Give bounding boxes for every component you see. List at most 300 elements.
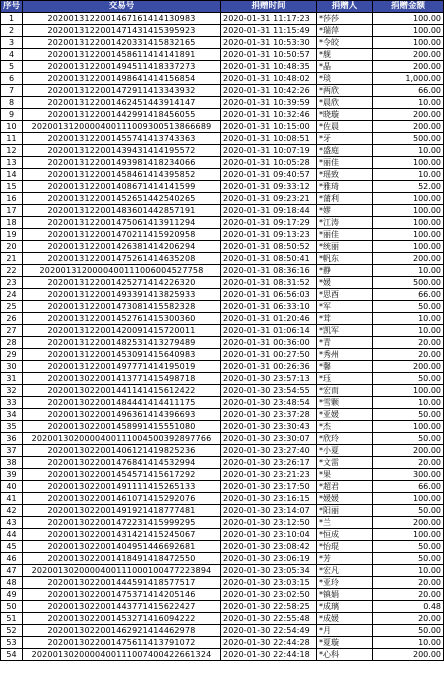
row-transaction-id: 2020013022001484441414411175 [23,397,221,409]
row-amount: 0.48 [373,601,444,613]
row-amount: 50.00 [373,625,444,637]
row-donation-time: 2020-01-31 00:27:50 [221,349,317,361]
row-donation-time: 2020-01-31 11:15:49 [221,25,317,37]
row-donation-time: 2020-01-31 06:56:03 [221,289,317,301]
row-donation-time: 2020-01-30 23:10:04 [221,529,317,541]
row-seq: 7 [1,85,23,97]
row-amount: 10.00 [373,97,444,109]
row-donor: *镇娟 [317,589,373,601]
row-donor: *江涛 [317,217,373,229]
row-seq: 25 [1,301,23,313]
row-transaction-id: 2020013022001461071415292076 [23,493,221,505]
row-donor: *夏璇 [317,637,373,649]
table-row [1,37,444,49]
row-seq: 10 [1,121,23,133]
row-amount: 20.00 [373,589,444,601]
row-donation-time: 2020-01-30 23:05:34 [221,565,317,577]
row-donor: *怡琨 [317,541,373,553]
row-donation-time: 2020-01-31 10:42:26 [221,85,317,97]
row-donor: *兰 [317,517,373,529]
row-donation-time: 2020-01-31 08:31:52 [221,277,317,289]
row-amount: 10.00 [373,169,444,181]
row-donation-time: 2020-01-31 09:40:57 [221,169,317,181]
table-row [1,637,444,649]
row-seq: 28 [1,337,23,349]
row-donation-time: 2020-01-30 23:26:17 [221,457,317,469]
row-amount: 50.00 [373,409,444,421]
row-transaction-id: 2020013122001420091415720011 [23,325,221,337]
table-row [1,481,444,493]
row-seq: 35 [1,421,23,433]
row-amount: 100.00 [373,229,444,241]
row-transaction-id: 2020013122001452761415300360 [23,313,221,325]
row-transaction-id: 2020013122001442991418456055 [23,109,221,121]
row-amount: 200.00 [373,61,444,73]
row-donation-time: 2020-01-31 10:15:00 [221,121,317,133]
row-donation-time: 2020-01-31 10:07:19 [221,145,317,157]
row-transaction-id: 2020013022001404951446692681 [23,541,221,553]
row-seq: 9 [1,109,23,121]
row-donor: *宏而 [317,385,373,397]
table-row [1,445,444,457]
row-donor: *令皎 [317,37,373,49]
row-donation-time: 2020-01-30 23:14:07 [221,505,317,517]
row-donor: *亚玲 [317,577,373,589]
row-transaction-id: 2020013022001453271416094222 [23,613,221,625]
table-row [1,409,444,421]
row-seq: 5 [1,61,23,73]
row-transaction-id: 2020013122001458461414395852 [23,169,221,181]
row-seq: 45 [1,541,23,553]
table-row [1,169,444,181]
header-transaction-id: 交易号 [23,1,221,13]
row-donor: *媛媛 [317,493,373,505]
row-donor: *帆东 [317,253,373,265]
row-seq: 21 [1,253,23,265]
row-donor: *馨 [317,361,373,373]
row-transaction-id: 2020013022001431421415245067 [23,529,221,541]
row-donation-time: 2020-01-31 01:20:46 [221,313,317,325]
row-amount: 20.00 [373,613,444,625]
row-transaction-id: 2020013122001467161414130983 [23,13,221,25]
row-donation-time: 2020-01-31 00:36:00 [221,337,317,349]
row-donor: *晓璇 [317,109,373,121]
table-row [1,493,444,505]
row-seq: 54 [1,649,23,661]
row-seq: 52 [1,625,23,637]
row-transaction-id: 2020013022001491111415265133 [23,481,221,493]
row-donor: *晨欣 [317,97,373,109]
row-donor: *思酉 [317,289,373,301]
row-donation-time: 2020-01-30 23:17:50 [221,481,317,493]
row-amount: 300.00 [373,469,444,481]
row-donor: *杰 [317,421,373,433]
row-transaction-id: 2020013022001443771415622427 [23,601,221,613]
row-donation-time: 2020-01-31 00:26:36 [221,361,317,373]
row-seq: 8 [1,97,23,109]
row-seq: 19 [1,229,23,241]
row-amount: 100.00 [373,205,444,217]
row-donor: *舰 [317,49,373,61]
row-donor: *茸 [317,313,373,325]
row-seq: 27 [1,325,23,337]
table-row [1,97,444,109]
row-donation-time: 2020-01-31 11:17:23 [221,13,317,25]
row-seq: 29 [1,349,23,361]
row-donation-time: 2020-01-31 09:33:12 [221,181,317,193]
row-donation-time: 2020-01-30 22:44:28 [221,637,317,649]
row-transaction-id: 2020013122001497771414195019 [23,361,221,373]
row-transaction-id: 2020013022001441141415612422 [23,385,221,397]
table-row [1,277,444,289]
row-amount: 10.00 [373,325,444,337]
table-row [1,205,444,217]
row-seq: 51 [1,613,23,625]
row-donor: *成璃 [317,601,373,613]
row-transaction-id: 2020013022001413771415498718 [23,373,221,385]
table-row [1,349,444,361]
table-row [1,193,444,205]
table-row [1,517,444,529]
table-row [1,61,444,73]
row-donation-time: 2020-01-31 08:50:41 [221,253,317,265]
row-donor: *青 [317,337,373,349]
row-donation-time: 2020-01-31 09:13:23 [221,229,317,241]
row-transaction-id: 2020013122001493981418234066 [23,157,221,169]
row-seq: 3 [1,37,23,49]
table-row [1,553,444,565]
row-transaction-id: 2020013122001455741413743363 [23,133,221,145]
row-donation-time: 2020-01-30 23:08:42 [221,541,317,553]
row-amount: 200.00 [373,361,444,373]
row-seq: 24 [1,289,23,301]
row-amount: 20.00 [373,337,444,349]
row-donation-time: 2020-01-30 23:06:19 [221,553,317,565]
row-transaction-id: 2020013122001482531413279489 [23,337,221,349]
row-donation-time: 2020-01-31 10:50:57 [221,49,317,61]
table-row [1,457,444,469]
row-seq: 30 [1,361,23,373]
row-transaction-id: 2020013022001418491418472550 [23,553,221,565]
row-seq: 40 [1,481,23,493]
row-donor: *果 [317,469,373,481]
table-row [1,433,444,445]
row-amount: 200.00 [373,517,444,529]
table-body [1,13,444,661]
row-transaction-id: 2020013122001475061413911294 [23,217,221,229]
table-row [1,145,444,157]
table-row [1,85,444,97]
row-donation-time: 2020-01-31 09:18:44 [221,205,317,217]
row-donation-time: 2020-01-30 23:30:07 [221,433,317,445]
row-donor: *统丽 [317,241,373,253]
row-donation-time: 2020-01-31 10:48:35 [221,61,317,73]
row-seq: 37 [1,445,23,457]
table-row [1,421,444,433]
row-transaction-id: 2020013120000400111006004527758 [23,265,221,277]
table-row [1,241,444,253]
row-seq: 2 [1,25,23,37]
row-transaction-id: 2020013122001453091415640983 [23,349,221,361]
row-amount: 1,000.00 [373,73,444,85]
row-donor: *超君 [317,481,373,493]
row-donor: *月 [317,625,373,637]
row-amount: 52.00 [373,181,444,193]
row-donor: *阳丽 [317,505,373,517]
table-row [1,313,444,325]
header-donor: 捐赠人 [317,1,373,13]
row-donation-time: 2020-01-30 23:54:55 [221,385,317,397]
row-seq: 12 [1,145,23,157]
row-transaction-id: 2020013122001439431414195572 [23,145,221,157]
row-seq: 39 [1,469,23,481]
row-amount: 50.00 [373,373,444,385]
table-row [1,625,444,637]
row-amount: 200.00 [373,109,444,121]
row-seq: 38 [1,457,23,469]
row-donor: *蒲利 [317,193,373,205]
table-row [1,73,444,85]
row-seq: 53 [1,637,23,649]
row-amount: 200.00 [373,445,444,457]
table-row [1,505,444,517]
row-donation-time: 2020-01-31 10:08:51 [221,133,317,145]
row-donor: *秀州 [317,349,373,361]
row-seq: 23 [1,277,23,289]
row-transaction-id: 2020013020000400111004500392897766 [23,433,221,445]
row-donor: *媛 [317,277,373,289]
table-row [1,301,444,313]
row-amount: 10.00 [373,265,444,277]
row-transaction-id: 2020013122001462451443914147 [23,97,221,109]
row-amount: 66.00 [373,85,444,97]
row-transaction-id: 2020013022001475371414205146 [23,589,221,601]
row-donation-time: 2020-01-30 23:30:43 [221,421,317,433]
row-amount: 20.00 [373,349,444,361]
header-row [1,1,444,13]
row-amount: 200.00 [373,121,444,133]
row-seq: 36 [1,433,23,445]
table-row [1,469,444,481]
row-seq: 15 [1,181,23,193]
table-row [1,649,444,661]
row-donor: *宏凡 [317,565,373,577]
row-amount: 10.00 [373,565,444,577]
row-donation-time: 2020-01-30 22:44:18 [221,649,317,661]
row-amount: 200.00 [373,253,444,265]
header-amount: 捐赠金额 [373,1,444,13]
row-seq: 50 [1,601,23,613]
row-donation-time: 2020-01-30 23:02:50 [221,589,317,601]
row-donation-time: 2020-01-31 10:05:28 [221,157,317,169]
row-transaction-id: 2020013122001473081415582328 [23,301,221,313]
row-transaction-id: 2020013022001462921414462978 [23,625,221,637]
row-amount: 100.00 [373,157,444,169]
row-transaction-id: 2020013122001408671414141599 [23,181,221,193]
table-row [1,577,444,589]
row-transaction-id: 2020013122001494511418337273 [23,61,221,73]
row-amount: 100.00 [373,13,444,25]
table-row [1,337,444,349]
row-amount: 50.00 [373,433,444,445]
row-seq: 26 [1,313,23,325]
row-donation-time: 2020-01-31 09:23:21 [221,193,317,205]
row-donor: *盛庭 [317,145,373,157]
row-amount: 100.00 [373,385,444,397]
row-seq: 14 [1,169,23,181]
row-seq: 17 [1,205,23,217]
row-donor: *瑞萍 [317,25,373,37]
row-donor: *静 [317,265,373,277]
row-seq: 49 [1,589,23,601]
row-donation-time: 2020-01-31 10:48:02 [221,73,317,85]
row-transaction-id: 2020013022001476841414532994 [23,457,221,469]
table-row [1,385,444,397]
table-row [1,325,444,337]
row-amount: 10.00 [373,313,444,325]
row-donor: *欣玲 [317,433,373,445]
table-row [1,109,444,121]
row-amount: 100.00 [373,37,444,49]
row-donor: *晶 [317,61,373,73]
header-donation-time: 捐赠时间 [221,1,317,13]
row-donation-time: 2020-01-30 23:03:15 [221,577,317,589]
row-transaction-id: 2020013020000400111000100477223894 [23,565,221,577]
row-transaction-id: 2020013122001498641414156854 [23,73,221,85]
row-transaction-id: 2020013022001475611413791072 [23,637,221,649]
row-donation-time: 2020-01-30 23:37:28 [221,409,317,421]
row-seq: 41 [1,493,23,505]
row-amount: 50.00 [373,553,444,565]
row-donor: *恒成 [317,529,373,541]
row-donation-time: 2020-01-30 23:21:23 [221,469,317,481]
row-donation-time: 2020-01-31 10:53:30 [221,37,317,49]
row-seq: 4 [1,49,23,61]
table-row [1,25,444,37]
row-transaction-id: 2020013022001458991415551080 [23,421,221,433]
row-donor: *凯军 [317,325,373,337]
row-donation-time: 2020-01-31 01:06:14 [221,325,317,337]
row-seq: 6 [1,73,23,85]
row-seq: 20 [1,241,23,253]
table-row [1,373,444,385]
row-donation-time: 2020-01-31 09:17:29 [221,217,317,229]
row-seq: 42 [1,505,23,517]
row-amount: 100.00 [373,217,444,229]
row-donation-time: 2020-01-30 22:55:48 [221,613,317,625]
row-amount: 100.00 [373,193,444,205]
row-donor: *小夏 [317,445,373,457]
row-transaction-id: 2020013020000400111007400422661324 [23,649,221,661]
row-donor: *军 [317,301,373,313]
table-row [1,133,444,145]
row-donation-time: 2020-01-31 10:39:59 [221,97,317,109]
row-transaction-id: 2020013122001420331415832165 [23,37,221,49]
row-amount: 200.00 [373,49,444,61]
row-transaction-id: 2020013122001483601442857191 [23,205,221,217]
row-donor: *雪颗 [317,397,373,409]
row-amount: 100.00 [373,25,444,37]
row-donor: *佐晨 [317,121,373,133]
row-transaction-id: 2020013122001472911413343932 [23,85,221,97]
row-transaction-id: 2020013022001472231415999295 [23,517,221,529]
row-donation-time: 2020-01-30 23:48:54 [221,397,317,409]
row-donation-time: 2020-01-31 08:50:52 [221,241,317,253]
table-row [1,397,444,409]
row-donor: *莎莎 [317,13,373,25]
row-amount: 50.00 [373,505,444,517]
row-donation-time: 2020-01-30 23:27:40 [221,445,317,457]
row-amount: 50.00 [373,541,444,553]
row-amount: 500.00 [373,277,444,289]
row-donor: *珏 [317,373,373,385]
row-transaction-id: 2020013022001454571415617292 [23,469,221,481]
row-seq: 47 [1,565,23,577]
table-row [1,13,444,25]
row-seq: 16 [1,193,23,205]
row-transaction-id: 2020013122001471431415395923 [23,25,221,37]
row-donor: *成媛 [317,613,373,625]
row-donor: *丽佳 [317,157,373,169]
row-amount: 66.00 [373,289,444,301]
row-amount: 100.00 [373,241,444,253]
table-row [1,121,444,133]
table-row [1,265,444,277]
row-donor: *心科 [317,649,373,661]
row-amount: 20.00 [373,457,444,469]
table-row [1,589,444,601]
row-amount: 500.00 [373,133,444,145]
row-seq: 46 [1,553,23,565]
row-donor: *丽佳 [317,229,373,241]
table-row [1,613,444,625]
table-row [1,565,444,577]
row-donation-time: 2020-01-31 06:33:10 [221,301,317,313]
row-amount: 66.00 [373,481,444,493]
row-donor: *两欣 [317,85,373,97]
row-transaction-id: 2020013122001458611414141891 [23,49,221,61]
row-amount: 200.00 [373,649,444,661]
row-seq: 11 [1,133,23,145]
row-transaction-id: 2020013022001496361414396693 [23,409,221,421]
row-donation-time: 2020-01-30 23:57:13 [221,373,317,385]
row-transaction-id: 2020013022001491921418777481 [23,505,221,517]
table-row [1,157,444,169]
row-transaction-id: 2020013122001426381414206294 [23,241,221,253]
row-amount: 100.00 [373,493,444,505]
header-seq: 序号 [1,1,23,13]
row-transaction-id: 2020013022001406121419825236 [23,445,221,457]
row-amount: 20.00 [373,577,444,589]
row-donation-time: 2020-01-30 23:16:15 [221,493,317,505]
row-donation-time: 2020-01-30 22:54:49 [221,625,317,637]
table-row [1,529,444,541]
row-donor: *雅琦 [317,181,373,193]
table-row [1,217,444,229]
row-amount: 100.00 [373,421,444,433]
row-donor: *文雷 [317,457,373,469]
row-donation-time: 2020-01-31 10:32:46 [221,109,317,121]
row-transaction-id: 2020013120000400111009300513866689 [23,121,221,133]
row-transaction-id: 2020013122001452651442540265 [23,193,221,205]
row-donation-time: 2020-01-31 08:36:16 [221,265,317,277]
table-row [1,229,444,241]
row-amount: 50.00 [373,301,444,313]
table-row [1,181,444,193]
row-seq: 18 [1,217,23,229]
row-donor: *嫪 [317,205,373,217]
row-seq: 48 [1,577,23,589]
